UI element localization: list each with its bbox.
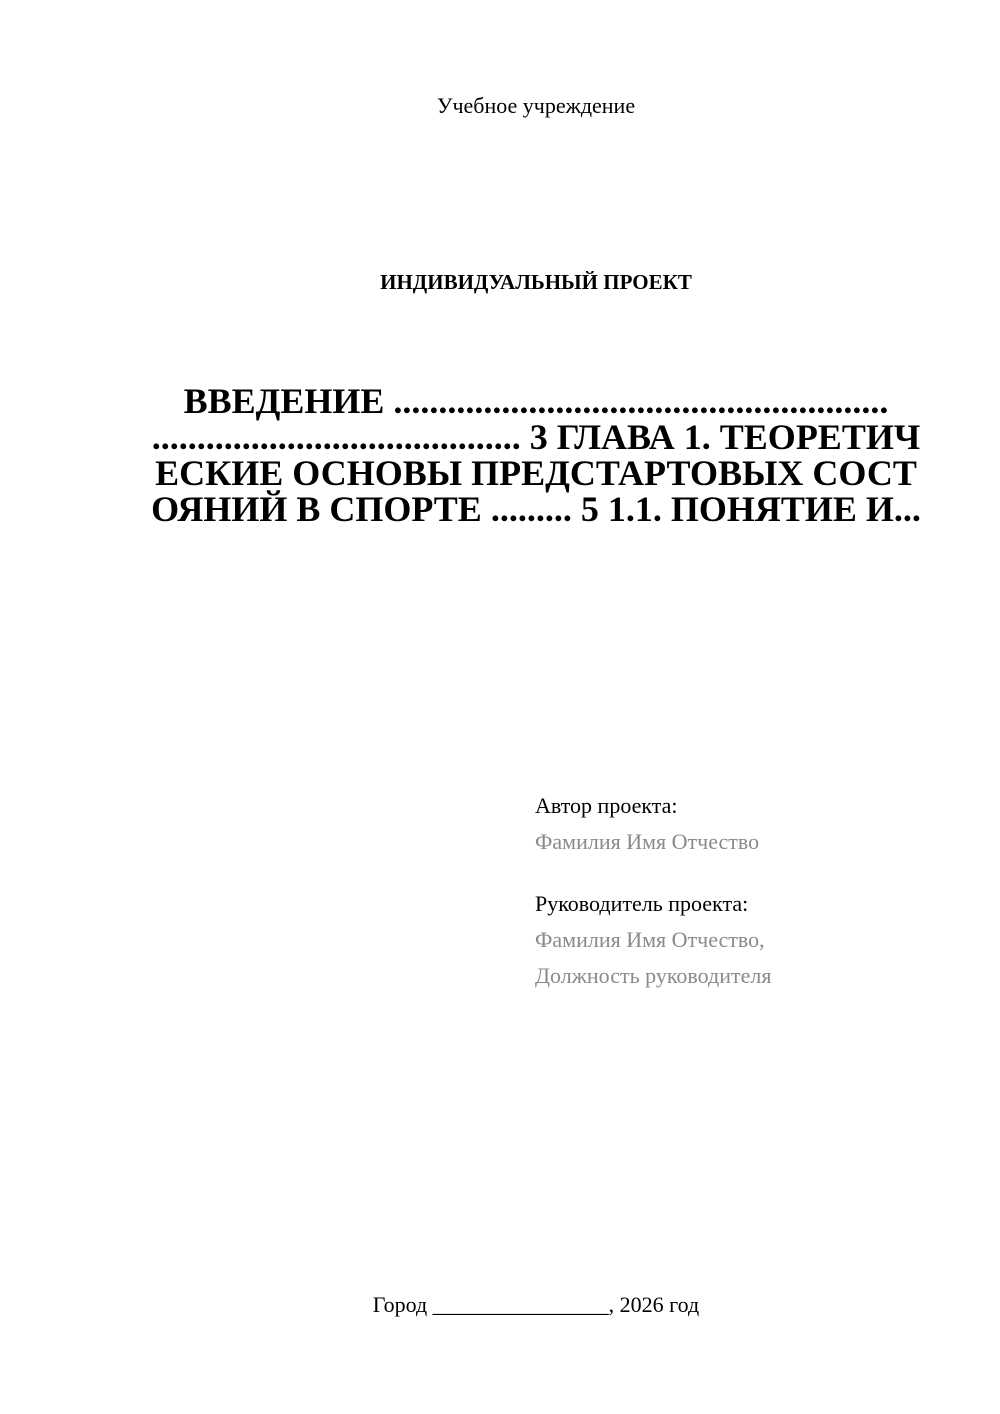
project-topic-title: ВВЕДЕНИЕ ....................................................... ......................................... 3 ГЛАВА 1. ТЕОРЕТИЧЕСКИЕ ОСНОВЫ ПРЕДСТАРТОВЫХ СОСТОЯНИЙ В СПОРТЕ ......... 5 1.1. ПОНЯТИЕ И... xyxy=(151,381,921,529)
author-info-block xyxy=(535,788,975,994)
spacer xyxy=(535,860,975,886)
supervisor-name: Фамилия Имя Отчество, xyxy=(535,927,765,952)
supervisor-label: Руководитель проекта: xyxy=(535,891,749,916)
supervisor-position: Должность руководителя xyxy=(535,963,772,988)
author-label: Автор проекта: xyxy=(535,793,678,818)
city-year-line: Город ________________, 2026 год xyxy=(372,1292,700,1317)
author-name: Фамилия Имя Отчество xyxy=(535,829,760,854)
institution-name: Учебное учреждение xyxy=(436,93,636,118)
project-type-heading: ИНДИВИДУАЛЬНЫЙ ПРОЕКТ xyxy=(380,270,692,294)
